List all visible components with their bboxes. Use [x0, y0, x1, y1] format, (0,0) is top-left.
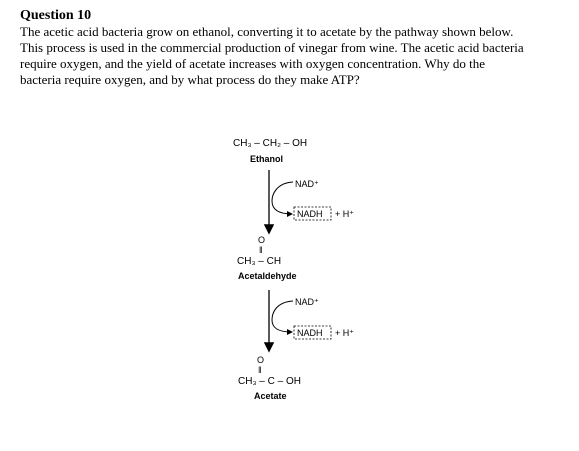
- ethanol-label: Ethanol: [250, 154, 283, 164]
- nad-in-1: NAD⁺: [295, 179, 319, 189]
- ethanol-formula: CH₃ – CH₂ – OH: [233, 138, 308, 149]
- acetate-label: Acetate: [254, 391, 287, 401]
- nad-in-2: NAD⁺: [295, 297, 319, 307]
- reaction-arrow-1: [269, 170, 293, 232]
- question-line-3: require oxygen, and the yield of acetate increases with oxygen concentration. Why do the: [20, 56, 486, 71]
- acetaldehyde-double-bond: ‖: [259, 245, 263, 255]
- question-title: Question 10: [20, 8, 92, 23]
- byproduct-2: + H⁺: [335, 328, 355, 338]
- acetate-formula: CH₃ – C – OH: [238, 376, 301, 387]
- nadh-out-1: NADH: [297, 209, 323, 219]
- byproduct-1: + H⁺: [335, 209, 355, 219]
- question-line-1: The acetic acid bacteria grow on ethanol, converting it to acetate by the pathway shown below.: [20, 24, 514, 39]
- acetate-oxygen: O: [257, 355, 265, 365]
- acetate-double-bond: ‖: [258, 365, 262, 375]
- reaction-arrow-2: [269, 290, 293, 350]
- question-line-2: This process is used in the commercial production of vinegar from wine. The acetic acid bacteria: [20, 40, 524, 55]
- acetaldehyde-oxygen: O: [258, 235, 266, 245]
- question-line-4: bacteria require oxygen, and by what process do they make ATP?: [20, 72, 360, 87]
- nadh-out-2: NADH: [297, 328, 323, 338]
- acetaldehyde-formula: CH₃ – CH: [237, 256, 282, 267]
- acetaldehyde-label: Acetaldehyde: [238, 271, 297, 281]
